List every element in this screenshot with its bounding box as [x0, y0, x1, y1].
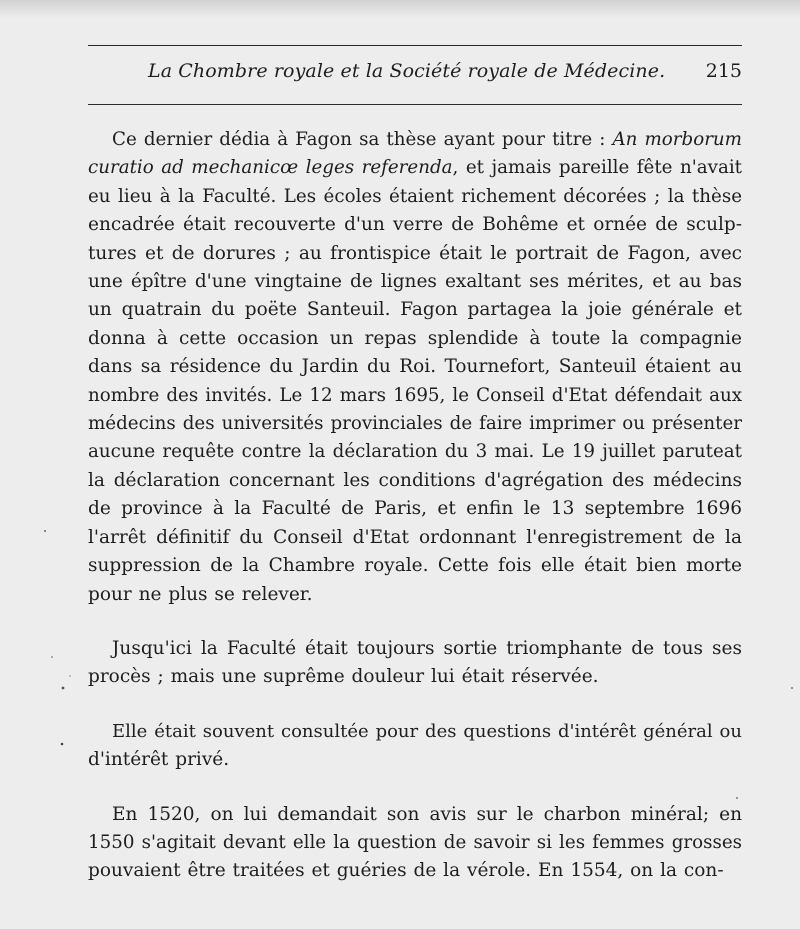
- running-title: La Chombre royale et la Société royale de Médecine.: [148, 60, 666, 82]
- line-text: donna à cette occasion un repas splendide à toute la compagnie: [88, 327, 742, 349]
- line-text: nombre des invités. Le 12 mars 1695, le Conseil d'Etat défendait aux: [88, 384, 742, 406]
- text-line: [88, 467, 742, 495]
- line-text: dans sa résidence du Jardin du Roi. Tournefort, Santeuil étaient au: [88, 356, 742, 378]
- text-line: [88, 296, 742, 324]
- line-text: encadrée était recouverte d'un verre de Bohême et ornée de sculp-: [88, 214, 742, 236]
- line-text: procès ; mais une suprême douleur lui était réservée.: [88, 666, 599, 688]
- line-text: Elle était souvent consultée pour des questions d'intérêt général ou: [112, 720, 742, 742]
- line-text: pour ne plus se relever.: [88, 583, 313, 605]
- line-text: Jusqu'ici la Faculté était toujours sortie triomphante de tous ses: [112, 637, 742, 659]
- text-line: [88, 268, 742, 296]
- text-line: [88, 635, 742, 663]
- page-body: [88, 126, 742, 886]
- paragraph: [88, 718, 742, 775]
- line-text: un quatrain du poëte Santeuil. Fagon partagea la joie générale et: [88, 299, 742, 321]
- line-text: pouvaient être traitées et guéries de la vérole. En 1554, on la con-: [88, 860, 724, 882]
- text-line: [88, 325, 742, 353]
- page-number: 215: [705, 60, 742, 82]
- text-line: [88, 581, 742, 609]
- italic-title: An morborum: [612, 129, 742, 150]
- text-line: [88, 126, 742, 154]
- line-text: de province à la Faculté de Paris, et enfin le 13 septembre 1696: [88, 498, 742, 520]
- line-text: 1550 s'agitait devant elle la question de savoir si les femmes grosses: [88, 831, 742, 853]
- text-line: [88, 552, 742, 580]
- line-text: médecins des universités provinciales de faire imprimer ou présenter: [88, 413, 742, 435]
- paragraph: [88, 635, 742, 692]
- line-text: suppression de la Chambre royale. Cette fois elle était bien morte: [88, 555, 742, 577]
- text-line: [88, 495, 742, 523]
- page-edge-shadow: [0, 0, 800, 18]
- line-text: eu lieu à la Faculté. Les écoles étaient richement décorées ; la thèse: [88, 185, 742, 207]
- text-line: [88, 524, 742, 552]
- line-text: l'arrêt définitif du Conseil d'Etat ordonnant l'enregistrement de la: [88, 526, 742, 548]
- italic-title: curatio ad mechanicœ leges referenda: [88, 157, 453, 179]
- running-header: [88, 58, 742, 90]
- header-rule-bottom: [88, 104, 742, 105]
- text-line: [88, 211, 742, 239]
- text-line: [88, 801, 742, 829]
- line-text: aucune requête contre la déclaration du 3 mai. Le 19 juillet paruteat: [88, 441, 742, 463]
- line-text: En 1520, on lui demandait son avis sur le charbon minéral; en: [112, 803, 742, 825]
- line-text: tures et de dorures ; au frontispice était le portrait de Fagon, avec: [88, 242, 742, 264]
- line-text: Ce dernier dédia à Fagon sa thèse ayant pour titre :: [112, 129, 613, 150]
- text-line: [88, 663, 742, 691]
- text-line: [88, 240, 742, 268]
- line-text: la déclaration concernant les conditions d'agrégation des médecins: [88, 469, 742, 491]
- paragraph: [88, 801, 742, 886]
- text-line: [88, 857, 742, 885]
- paragraph: [88, 126, 742, 609]
- line-text: d'intérêt privé.: [88, 749, 230, 771]
- text-line: [88, 718, 742, 746]
- line-text: , et jamais pareille fête n'avait: [452, 157, 742, 179]
- text-line: [88, 183, 742, 211]
- line-text: une épître d'une vingtaine de lignes exaltant ses mérites, et au bas: [88, 271, 742, 293]
- text-line: [88, 382, 742, 410]
- text-line: [88, 410, 742, 438]
- text-line: [88, 154, 742, 182]
- text-line: [88, 353, 742, 381]
- text-line: [88, 746, 742, 774]
- text-line: [88, 438, 742, 466]
- text-line: [88, 829, 742, 857]
- header-rule-top: [88, 45, 742, 46]
